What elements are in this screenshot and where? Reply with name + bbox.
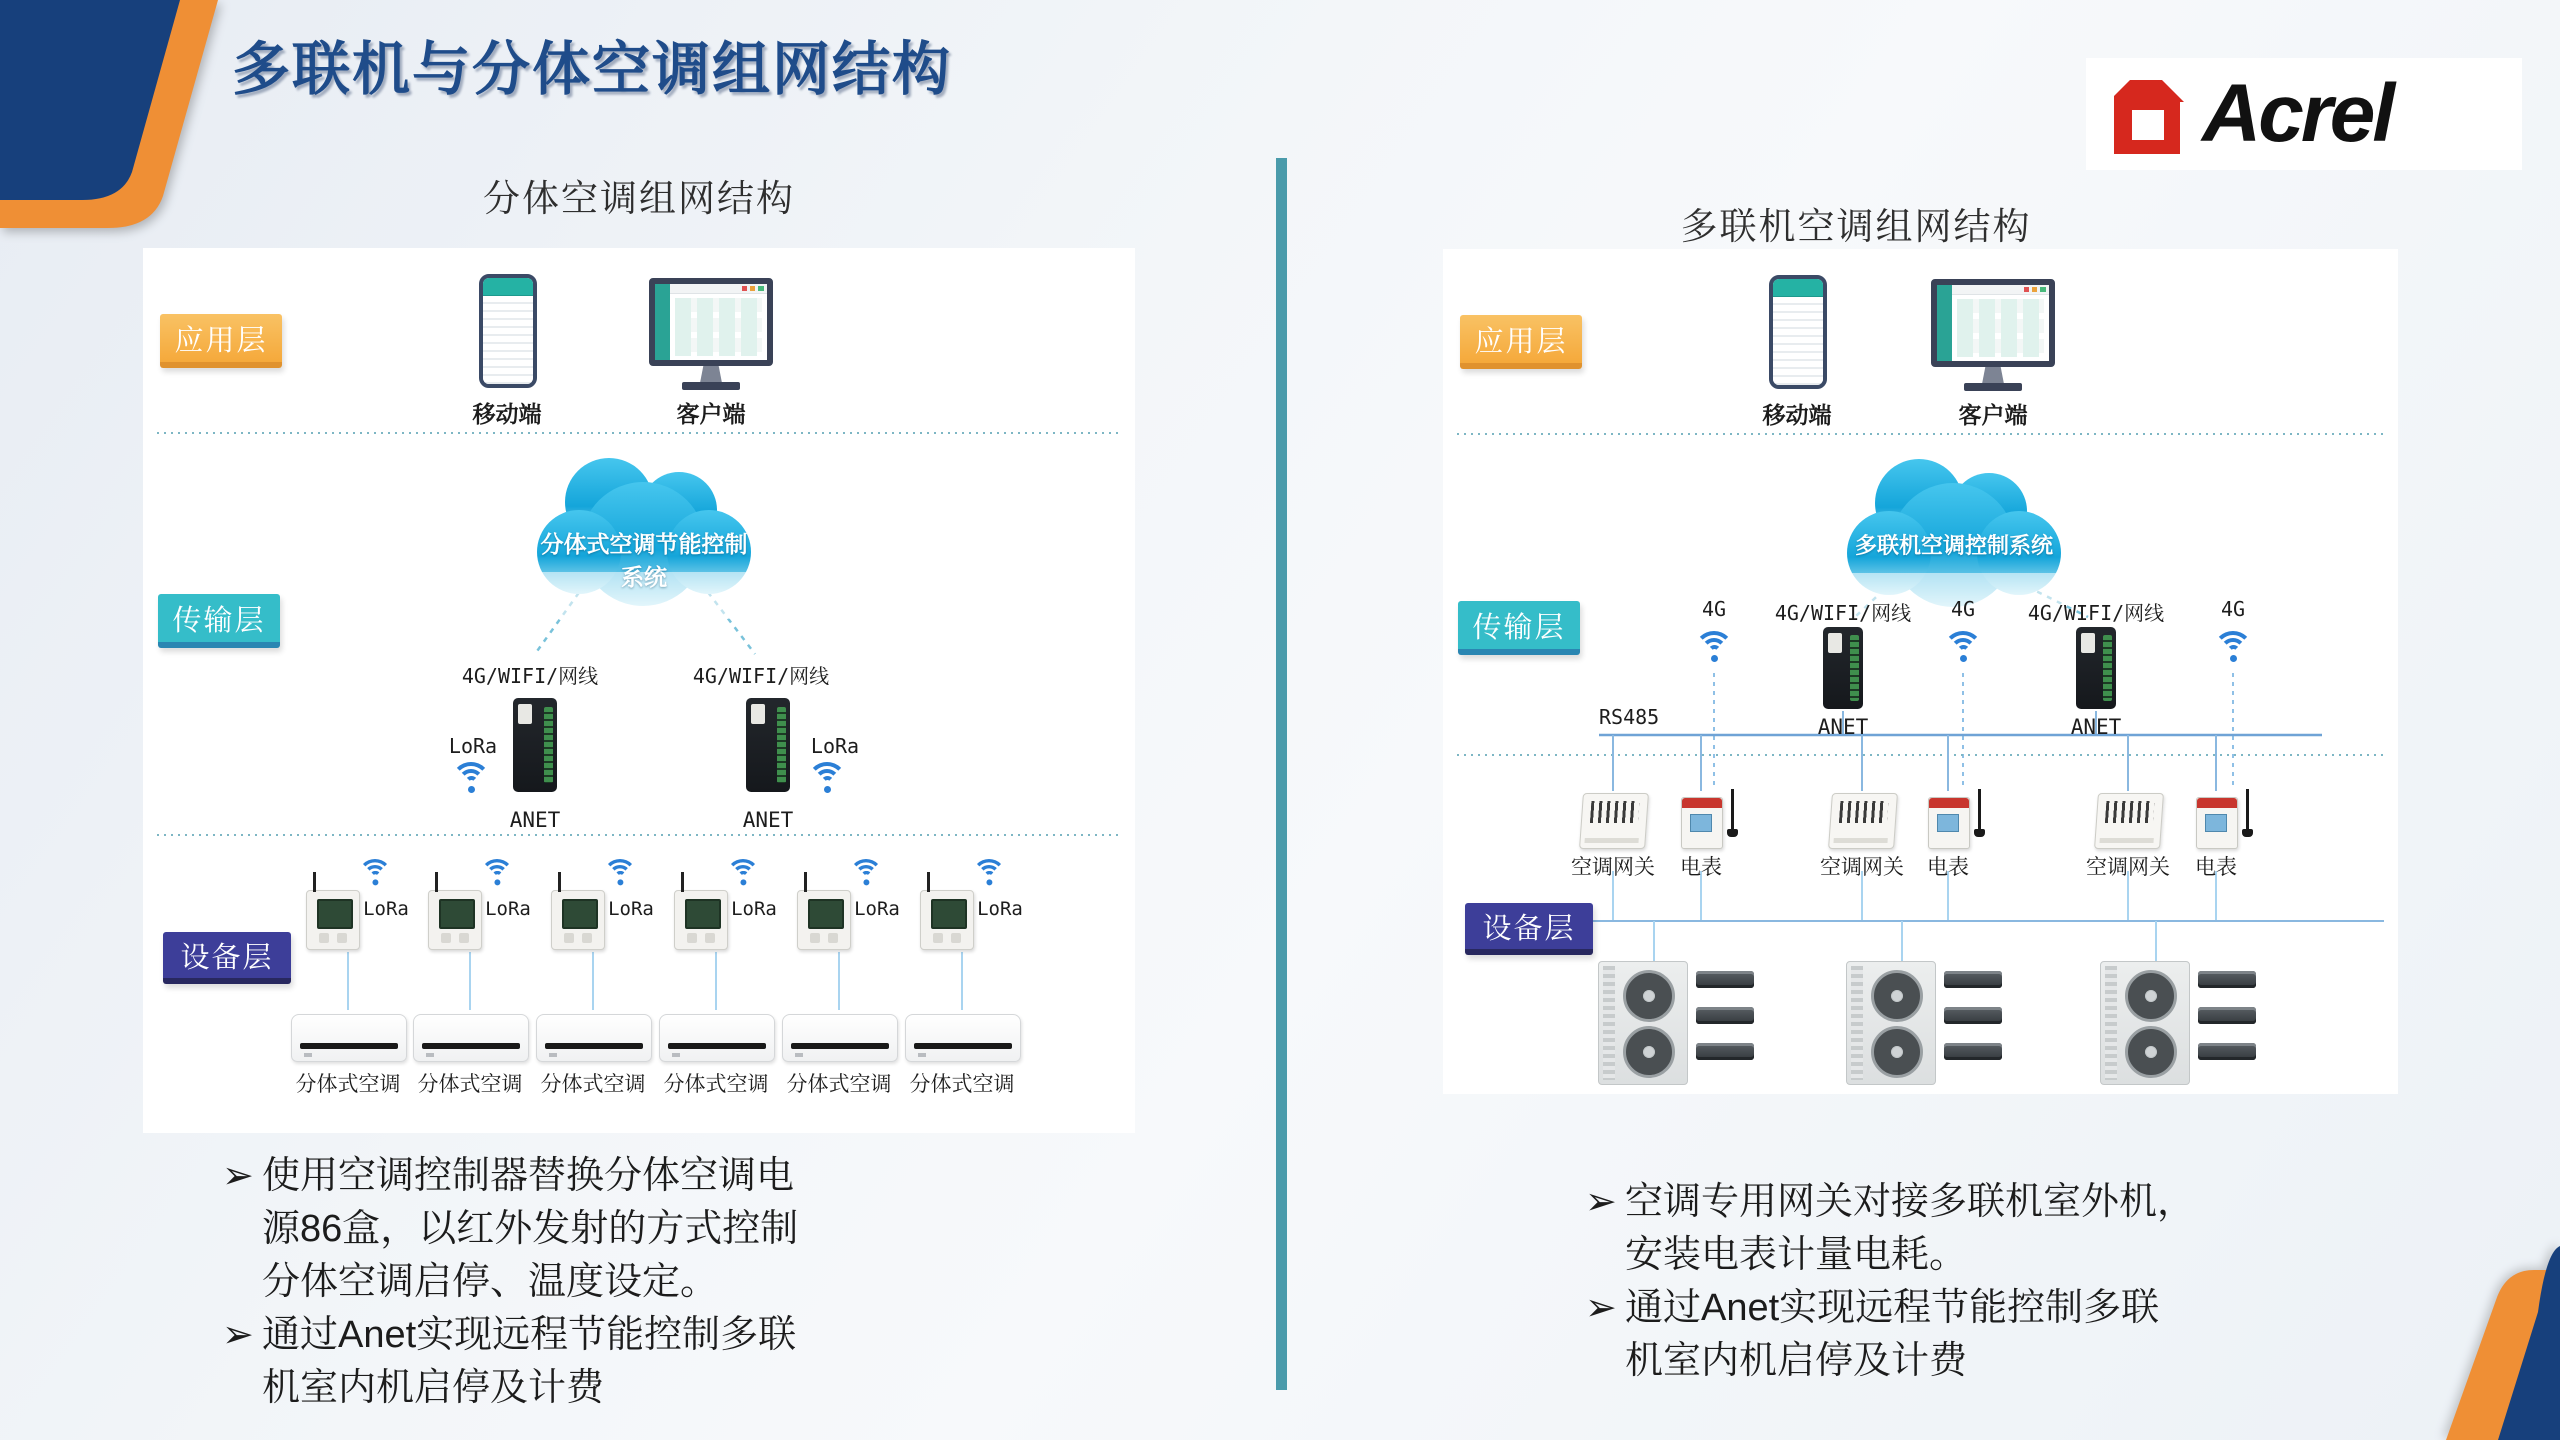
- wifi-icon: [1694, 631, 1734, 671]
- client-terminal-label: 客户端: [1958, 402, 2028, 428]
- link-label-4g: 4G: [1701, 597, 1727, 621]
- rs485-label: RS485: [1599, 705, 1660, 729]
- left-cloud-system-label: 分体式空调节能控制系统: [540, 531, 748, 590]
- anet-gateway-device: [513, 698, 557, 792]
- energy-meter-device: [2196, 797, 2238, 849]
- indoor-unit-bar: [2198, 1007, 2256, 1024]
- outdoor-unit: [1846, 961, 1936, 1085]
- anet-label: ANET: [509, 808, 561, 832]
- lora-label: LoRa: [810, 734, 860, 758]
- split-ac-label: 分体式空调: [786, 1073, 892, 1096]
- link-label-4g-wifi: 4G/WIFI/网线: [2027, 601, 2165, 625]
- bullet-marker: ➢: [222, 1314, 254, 1356]
- lora-label: LoRa: [608, 898, 654, 920]
- indoor-unit-bar: [1944, 1007, 2002, 1024]
- mobile-terminal-label: 移动端: [1762, 402, 1832, 428]
- bullet-marker: ➢: [1585, 1287, 1617, 1329]
- wifi-icon: [849, 859, 883, 893]
- link-label-4g: 4G: [2220, 597, 2246, 621]
- phone-icon: [479, 274, 537, 388]
- cloud-icon: [1841, 445, 2066, 620]
- lora-label: LoRa: [448, 734, 498, 758]
- lora-socket-device: [797, 890, 851, 950]
- phone-screen-body: [483, 296, 533, 386]
- split-ac-label: 分体式空调: [909, 1073, 1015, 1096]
- client-terminal-label: 客户端: [676, 401, 746, 427]
- lora-label: LoRa: [977, 898, 1023, 920]
- wifi-icon: [358, 859, 392, 893]
- energy-meter-device: [1928, 797, 1970, 849]
- bullet-marker: ➢: [1585, 1181, 1617, 1223]
- right-layer-transport-badge: 传输层: [1458, 601, 1580, 655]
- indoor-unit-bar: [1944, 1043, 2002, 1060]
- split-ac-unit: [291, 1014, 407, 1062]
- indoor-unit-bar: [2198, 1043, 2256, 1060]
- split-ac-unit: [413, 1014, 529, 1062]
- lora-label: LoRa: [485, 898, 531, 920]
- page-title: 多联机与分体空调组网结构: [232, 37, 953, 102]
- anet-gateway-device: [2076, 627, 2116, 709]
- lora-label: LoRa: [854, 898, 900, 920]
- phone-icon: [1769, 275, 1827, 389]
- anet-label: ANET: [1817, 715, 1869, 739]
- left-connector-lines-svg: [143, 248, 1135, 1133]
- left-diagram-title: 分体空调组网结构: [483, 178, 795, 219]
- right-cloud-system-label: 多联机空调控制系统: [1854, 533, 2053, 558]
- outdoor-unit: [2100, 961, 2190, 1085]
- meter-antenna: [2246, 789, 2249, 831]
- meter-label: 电表: [1927, 856, 1969, 879]
- corner-decoration-top-left: [0, 0, 260, 260]
- list-item: ➢ 通过Anet实现远程节能控制多联 机室内机启停及计费: [222, 1309, 842, 1415]
- bullet-marker: ➢: [222, 1155, 254, 1197]
- indoor-unit-bar: [1944, 971, 2002, 988]
- left-layer-app-badge: 应用层: [160, 314, 282, 368]
- lora-socket-device: [306, 890, 360, 950]
- logo-brand-text: Acrel: [2202, 68, 2393, 159]
- din-gateway-device: [2094, 793, 2164, 849]
- right-layer-app-badge: 应用层: [1460, 315, 1582, 369]
- phone-screen-header: [483, 278, 533, 296]
- list-item: ➢ 使用空调控制器替换分体空调电 源86盒，以红外发射的方式控制 分体空调启停、温度设定。: [222, 1150, 842, 1309]
- right-layer-device-badge: 设备层: [1465, 903, 1593, 955]
- left-notes: [222, 1150, 842, 1415]
- split-ac-label: 分体式空调: [295, 1073, 401, 1096]
- outdoor-unit: [1598, 961, 1688, 1085]
- split-ac-unit: [782, 1014, 898, 1062]
- lora-socket-device: [920, 890, 974, 950]
- meter-label: 电表: [2195, 856, 2237, 879]
- indoor-unit-bar: [1696, 1043, 1754, 1060]
- wifi-icon: [451, 762, 491, 802]
- ac-gateway-label: 空调网关: [2086, 856, 2170, 879]
- left-link-label-1: 4G/WIFI/网线: [461, 664, 599, 688]
- wifi-icon: [726, 859, 760, 893]
- lora-socket-device: [428, 890, 482, 950]
- monitor-base: [682, 382, 740, 390]
- indoor-unit-bar: [2198, 971, 2256, 988]
- split-ac-label: 分体式空调: [540, 1073, 646, 1096]
- list-item: ➢ 通过Anet实现远程节能控制多联 机室内机启停及计费: [1585, 1282, 2245, 1388]
- wifi-icon: [603, 859, 637, 893]
- split-ac-unit: [536, 1014, 652, 1062]
- link-label-4g-wifi: 4G/WIFI/网线: [1774, 601, 1912, 625]
- ac-gateway-label: 空调网关: [1571, 856, 1655, 879]
- split-ac-label: 分体式空调: [663, 1073, 769, 1096]
- din-gateway-device: [1579, 793, 1649, 849]
- monitor-icon: [649, 278, 773, 366]
- wifi-icon: [972, 859, 1006, 893]
- lora-label: LoRa: [363, 898, 409, 920]
- meter-label: 电表: [1680, 856, 1722, 879]
- left-link-label-2: 4G/WIFI/网线: [692, 664, 830, 688]
- left-layer-transport-badge: 传输层: [158, 594, 280, 648]
- cloud-icon: [531, 444, 756, 619]
- split-ac-label: 分体式空调: [417, 1073, 523, 1096]
- meter-antenna: [1978, 789, 1981, 831]
- din-gateway-device: [1828, 793, 1898, 849]
- monitor-stand: [700, 366, 722, 383]
- list-item: ➢ 空调专用网关对接多联机室外机， 安装电表计量电耗。: [1585, 1176, 2245, 1282]
- right-diagram-title: 多联机空调组网结构: [1680, 206, 2032, 247]
- wifi-icon: [480, 859, 514, 893]
- anet-gateway-device: [746, 698, 790, 792]
- link-label-4g: 4G: [1950, 597, 1976, 621]
- lora-socket-device: [674, 890, 728, 950]
- indoor-unit-bar: [1696, 971, 1754, 988]
- logo-mark-icon: [2100, 68, 2192, 160]
- split-ac-unit: [659, 1014, 775, 1062]
- right-diagram-panel: [1443, 249, 2398, 1094]
- indoor-unit-bar: [1696, 1007, 1754, 1024]
- energy-meter-device: [1681, 797, 1723, 849]
- meter-antenna: [1731, 789, 1734, 831]
- ac-gateway-label: 空调网关: [1820, 856, 1904, 879]
- monitor-stand: [1982, 367, 2004, 384]
- wifi-icon: [1943, 631, 1983, 671]
- anet-label: ANET: [742, 808, 794, 832]
- anet-label: ANET: [2070, 715, 2122, 739]
- corner-decoration-bottom-right: [2300, 1180, 2560, 1440]
- anet-gateway-device: [1823, 627, 1863, 709]
- wifi-icon: [807, 762, 847, 802]
- left-layer-device-badge: 设备层: [163, 932, 291, 984]
- divider: [1276, 158, 1287, 1390]
- monitor-base: [1964, 383, 2022, 391]
- mobile-terminal-label: 移动端: [472, 401, 542, 427]
- right-notes: [1585, 1176, 2245, 1388]
- monitor-icon: [1931, 279, 2055, 367]
- lora-socket-device: [551, 890, 605, 950]
- wifi-icon: [2213, 631, 2253, 671]
- left-diagram-panel: [143, 248, 1135, 1133]
- split-ac-unit: [905, 1014, 1021, 1062]
- acrel-logo: [2086, 58, 2522, 170]
- lora-label: LoRa: [731, 898, 777, 920]
